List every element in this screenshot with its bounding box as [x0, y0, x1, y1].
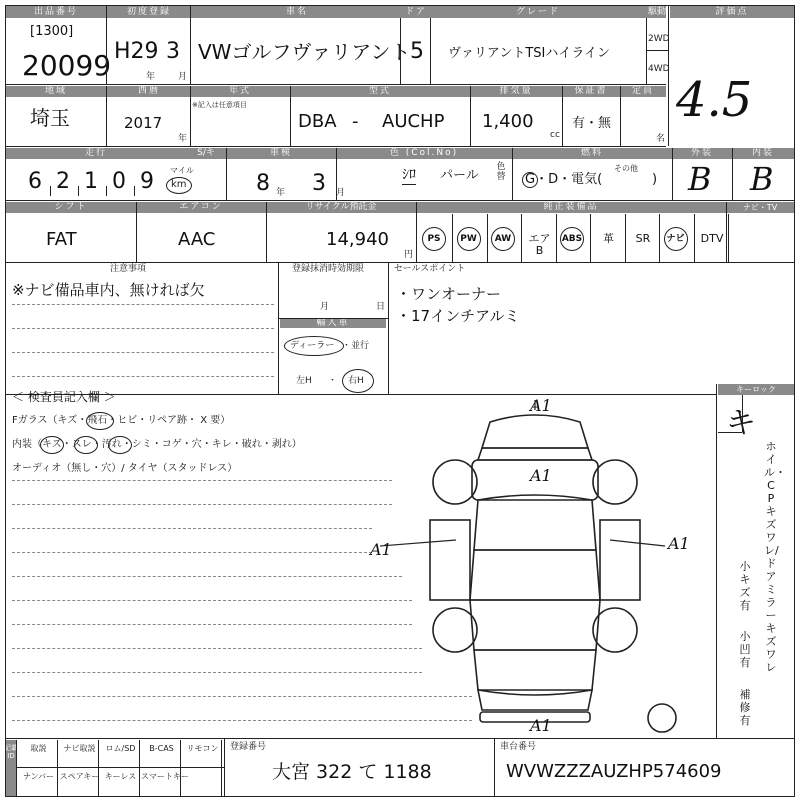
- mileage-km: km: [171, 179, 187, 190]
- drive-4wd: 4WD: [648, 64, 670, 74]
- year-unit: 年: [178, 134, 188, 144]
- equipment-item: ABS: [560, 227, 584, 251]
- mileage-digit: 9: [140, 169, 154, 194]
- key-mark: キ: [726, 406, 756, 441]
- region: 埼玉: [30, 106, 70, 130]
- header-reg-no: 登録番号: [230, 742, 267, 752]
- equipment-item: AW: [491, 227, 515, 251]
- footer-check-item: ロム/SD: [105, 744, 136, 753]
- warranty-value: 有・無: [572, 116, 612, 131]
- deletion-month: 月: [320, 302, 330, 312]
- header-key: キーロック: [736, 385, 776, 394]
- fuel-close: ): [652, 172, 658, 187]
- model-code: AUCHP: [382, 111, 445, 132]
- fuel-options: G・D・電気(: [525, 172, 603, 187]
- footer-check-item: スペアキー: [59, 772, 100, 781]
- header-score: 評価点: [715, 7, 749, 17]
- footer-side-label: 記載ID: [4, 744, 18, 760]
- recycle-value: 14,940: [326, 229, 389, 250]
- first-reg-month: 3: [166, 39, 180, 64]
- header-vin: 車台番号: [500, 742, 537, 752]
- equipment-item: PS: [422, 227, 446, 251]
- header-fuel: 燃料: [580, 148, 603, 158]
- header-import: 輸入車: [316, 318, 350, 328]
- model-prefix: DBA: [298, 111, 337, 132]
- header-first-reg: 初度登録: [126, 7, 171, 17]
- sales-point-2: ・17インチアルミ: [396, 307, 520, 325]
- equipment-item: SR: [635, 232, 651, 245]
- mileage-mile: マイル: [170, 166, 194, 175]
- inspector-line-3: オーディオ（無し・穴）/ タイヤ（スタッドレス）: [12, 463, 238, 474]
- deletion-day: 日: [376, 302, 386, 312]
- import-left: 左H: [296, 376, 312, 386]
- header-mileage: 走行: [84, 148, 107, 158]
- mark-top: A1: [530, 396, 552, 415]
- drive-2wd: 2WD: [648, 34, 670, 44]
- header-sales: セールスポイント: [394, 264, 466, 274]
- header-model-year: 年式: [228, 86, 251, 96]
- inspection-year-unit: 年: [276, 188, 286, 198]
- footer-check-item: ナンバー: [22, 772, 55, 781]
- import-dot: ・: [328, 376, 338, 386]
- inspection-year: 8: [256, 171, 270, 196]
- equipment-item: 革: [603, 232, 614, 245]
- color-side: 色替: [496, 162, 506, 182]
- header-inspection: 車検: [269, 148, 292, 158]
- recycle-unit: 円: [404, 250, 414, 260]
- header-interior: 内装: [751, 148, 774, 158]
- side-note-4: 補修有: [739, 688, 751, 727]
- inspector-line-2: 内装（キズ・スレ・汚れ・シミ・コゲ・穴・キレ・破れ・剥れ）: [12, 439, 302, 450]
- color-code-scribble: ｼﾛ: [402, 164, 416, 185]
- mileage-digit: 6: [28, 169, 42, 194]
- model-year-note: ※記入は任意項目: [192, 101, 247, 109]
- color-main: パール: [440, 168, 479, 183]
- header-region: 地域: [44, 86, 67, 96]
- side-note-2: 小キズ有: [739, 560, 751, 612]
- aircon-value: AAC: [178, 229, 216, 250]
- mileage-digit: 1: [84, 169, 98, 194]
- import-parallel: ・並行: [342, 341, 370, 351]
- inspection-month-unit: 月: [336, 188, 346, 198]
- notes-text: ※ナビ備品車内、無ければ欠: [12, 281, 205, 299]
- car-damage-diagram: [360, 400, 710, 740]
- header-shift: シフト: [54, 202, 88, 212]
- score-value: 4.5: [676, 72, 753, 128]
- equipment-item: ナビ: [664, 227, 688, 251]
- capacity-unit: 名: [656, 134, 666, 144]
- header-warranty: 保証書: [574, 86, 608, 96]
- header-door: ドア: [405, 7, 427, 17]
- displacement-unit: cc: [550, 130, 560, 140]
- grade: ヴァリアントTSIハイライン: [448, 46, 610, 61]
- header-s-unit: S/キ: [197, 148, 215, 158]
- year-value: 2017: [124, 114, 163, 132]
- footer-check-item: キーレス: [104, 772, 137, 781]
- import-right: 右H: [348, 376, 364, 386]
- header-recycle: リサイクル預託金: [305, 202, 377, 212]
- equipment-item: PW: [457, 227, 481, 251]
- header-capacity: 定員: [631, 86, 654, 96]
- first-reg-month-unit: 月: [178, 72, 188, 82]
- header-model: 型式: [368, 86, 391, 96]
- mileage-digit: 0: [112, 169, 126, 194]
- mark-right: A1: [668, 534, 690, 553]
- footer-check-item: スマートキー: [141, 772, 189, 781]
- mark-bottom: A1: [530, 716, 552, 735]
- lot-number: 20099: [22, 49, 112, 82]
- shift-value: FAT: [46, 229, 77, 250]
- exterior-grade: B: [688, 160, 712, 198]
- header-notes: 注意事項: [110, 264, 147, 274]
- footer-check-item: 取説: [30, 744, 47, 753]
- vin: WVWZZZAUZHP574609: [506, 761, 722, 782]
- first-reg-era: H29: [114, 39, 159, 64]
- fuel-other: その他: [614, 164, 638, 173]
- mark-hood: A1: [530, 466, 552, 485]
- reg-no: 大宮 322 て 1188: [272, 761, 432, 783]
- equipment-item: DTV: [700, 232, 724, 245]
- header-aircon: エアコン: [179, 202, 223, 212]
- inspection-month: 3: [312, 171, 326, 196]
- equipment-item: エアB: [528, 232, 551, 257]
- displacement-value: 1,400: [482, 111, 534, 132]
- header-equipment: 純正装備品: [543, 202, 599, 212]
- car-name: VWゴルフヴァリアント: [198, 40, 411, 64]
- footer-check-item: ナビ取説: [63, 744, 96, 753]
- model-dash: -: [352, 111, 359, 132]
- mark-left: A1: [370, 540, 392, 559]
- lot-code: [1300]: [30, 24, 74, 39]
- header-exterior: 外装: [690, 148, 713, 158]
- header-deletion: 登録抹消時効期限: [292, 264, 365, 274]
- header-navi-tv: ナビ・TV: [742, 203, 778, 212]
- header-displacement: 排気量: [499, 86, 533, 96]
- header-year: 西暦: [137, 86, 160, 96]
- interior-grade: B: [750, 160, 774, 198]
- mileage-digit: 2: [56, 169, 70, 194]
- header-grade: グレード: [515, 7, 560, 17]
- header-inspector: ＜ 検査員記入欄 ＞: [12, 390, 116, 404]
- import-dealer: ディーラー: [290, 341, 335, 351]
- side-note-1: ホイル・CPキズワレ/ドアミラーキズワレ: [764, 440, 786, 674]
- footer-check-item: B-CAS: [149, 744, 174, 753]
- header-lot-no: 出品番号: [33, 7, 78, 17]
- sales-point-1: ・ワンオーナー: [396, 285, 502, 303]
- doors: 5: [410, 39, 424, 64]
- header-car-name: 車名: [285, 7, 308, 17]
- header-color: 色 (Col.No): [389, 148, 459, 158]
- inspector-line-1: Fガラス（キズ・飛石・ヒビ・リペア跡・ X 要）: [12, 415, 231, 426]
- first-reg-year-unit: 年: [146, 72, 156, 82]
- footer-check-item: リモコン: [186, 744, 219, 753]
- header-drive: 駆動: [647, 7, 666, 17]
- side-note-3: 小凹有: [739, 630, 751, 669]
